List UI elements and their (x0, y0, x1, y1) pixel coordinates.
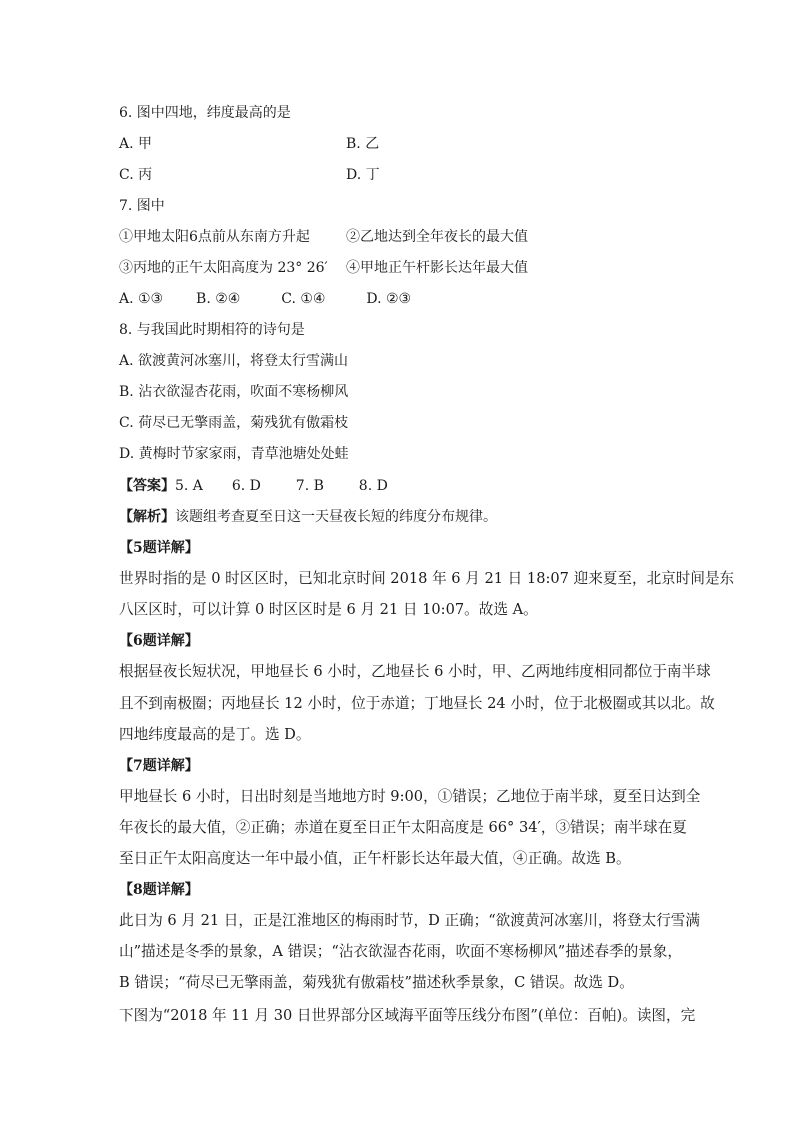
detail-8-line-1: 此日为 6 月 21 日，正是江淮地区的梅雨时节，D 正确；“欲渡黄河冰塞川，将登太行雪满 (119, 912, 700, 929)
next-question-intro: 下图为“2018 年 11 月 30 日世界部分区域海平面等压线分布图”(单位：百帕)。读图，完 (119, 1007, 696, 1024)
analysis-label: 【解析】 (119, 509, 175, 525)
detail-7-line-1: 甲地昼长 6 小时，日出时刻是当地地方时 9:00，①错误；乙地位于南半球，夏至日达到全 (119, 788, 701, 805)
q6-option-d: D. 丁 (346, 167, 380, 183)
q8-option-d: D. 黄梅时节家家雨，青草池塘处处蛙 (119, 446, 349, 462)
q7-statement-2: ②乙地达到全年夜长的最大值 (346, 229, 528, 245)
q8-stem: 8. 与我国此时期相符的诗句是 (119, 322, 305, 338)
q7-option-c: C. ①④ (281, 291, 326, 307)
detail-7-line-2: 年夜长的最大值，②正确；赤道在夏至日正午太阳高度是 66° 34′，③错误；南半球在夏 (119, 819, 687, 836)
detail-5-title: 【5题详解】 (119, 540, 199, 556)
q7-stem: 7. 图中 (119, 198, 165, 214)
answer-label: 【答案】 (119, 478, 175, 494)
detail-6-line-1: 根据昼夜长短状况，甲地昼长 6 小时，乙地昼长 6 小时，甲、乙两地纬度相同都位于南半球 (119, 663, 711, 680)
q8-option-c: C. 荷尽已无擎雨盖，菊残犹有傲霜枝 (119, 415, 349, 431)
q7-statement-1: ①甲地太阳6点前从东南方升起 (119, 229, 310, 245)
q7-statement-4: ④甲地正午杆影长达年最大值 (346, 260, 528, 276)
detail-8-line-3: B 错误；“荷尽已无擎雨盖，菊残犹有傲霜枝”描述秋季景象，C 错误。故选 D。 (119, 974, 634, 991)
detail-6-line-2: 且不到南极圈；丙地昼长 12 小时，位于赤道；丁地昼长 24 小时，位于北极圈或其以北。故 (119, 695, 715, 712)
q6-option-a: A. 甲 (119, 136, 153, 152)
q6-option-b: B. 乙 (346, 136, 380, 152)
detail-8-line-2: 山”描述是冬季的景象，A 错误；“沾衣欲湿杏花雨，吹面不寒杨柳风”描述春季的景象， (119, 943, 682, 960)
answer-7: 7. B (295, 478, 324, 494)
detail-7-title: 【7题详解】 (119, 758, 199, 774)
answer-5: 5. A (175, 478, 203, 494)
answer-6: 6. D (231, 478, 261, 494)
analysis-line (119, 507, 497, 527)
q7-option-a: A. ①③ (119, 291, 164, 307)
q7-options (119, 289, 411, 309)
q7-option-d: D. ②③ (366, 291, 412, 307)
q8-option-b: B. 沾衣欲湿杏花雨，吹面不寒杨柳风 (119, 384, 349, 400)
answer-line (119, 476, 388, 496)
analysis-text: 该题组考查夏至日这一天昼夜长短的纬度分布规律。 (175, 509, 497, 525)
detail-6-line-3: 四地纬度最高的是丁。选 D。 (119, 726, 311, 743)
q7-statement-3: ③丙地的正午太阳高度为 23° 26′ (119, 260, 328, 276)
detail-6-title: 【6题详解】 (119, 633, 199, 649)
detail-8-title: 【8题详解】 (119, 882, 199, 898)
detail-5-line-2: 八区区时，可以计算 0 时区区时是 6 月 21 日 10:07。故选 A。 (119, 601, 538, 618)
q6-stem: 6. 图中四地，纬度最高的是 (119, 105, 291, 121)
detail-7-line-3: 至日正午太阳高度达一年中最小值，正午杆影长达年最大值，④正确。故选 B。 (119, 850, 631, 867)
q6-option-c: C. 丙 (119, 167, 153, 183)
q7-option-b: B. ②④ (196, 291, 241, 307)
answer-8: 8. D (358, 478, 388, 494)
q8-option-a: A. 欲渡黄河冰塞川，将登太行雪满山 (119, 353, 349, 369)
detail-5-line-1: 世界时指的是 0 时区区时，已知北京时间 2018 年 6 月 21 日 18:07 迎来夏至，北京时间是东 (119, 570, 735, 587)
